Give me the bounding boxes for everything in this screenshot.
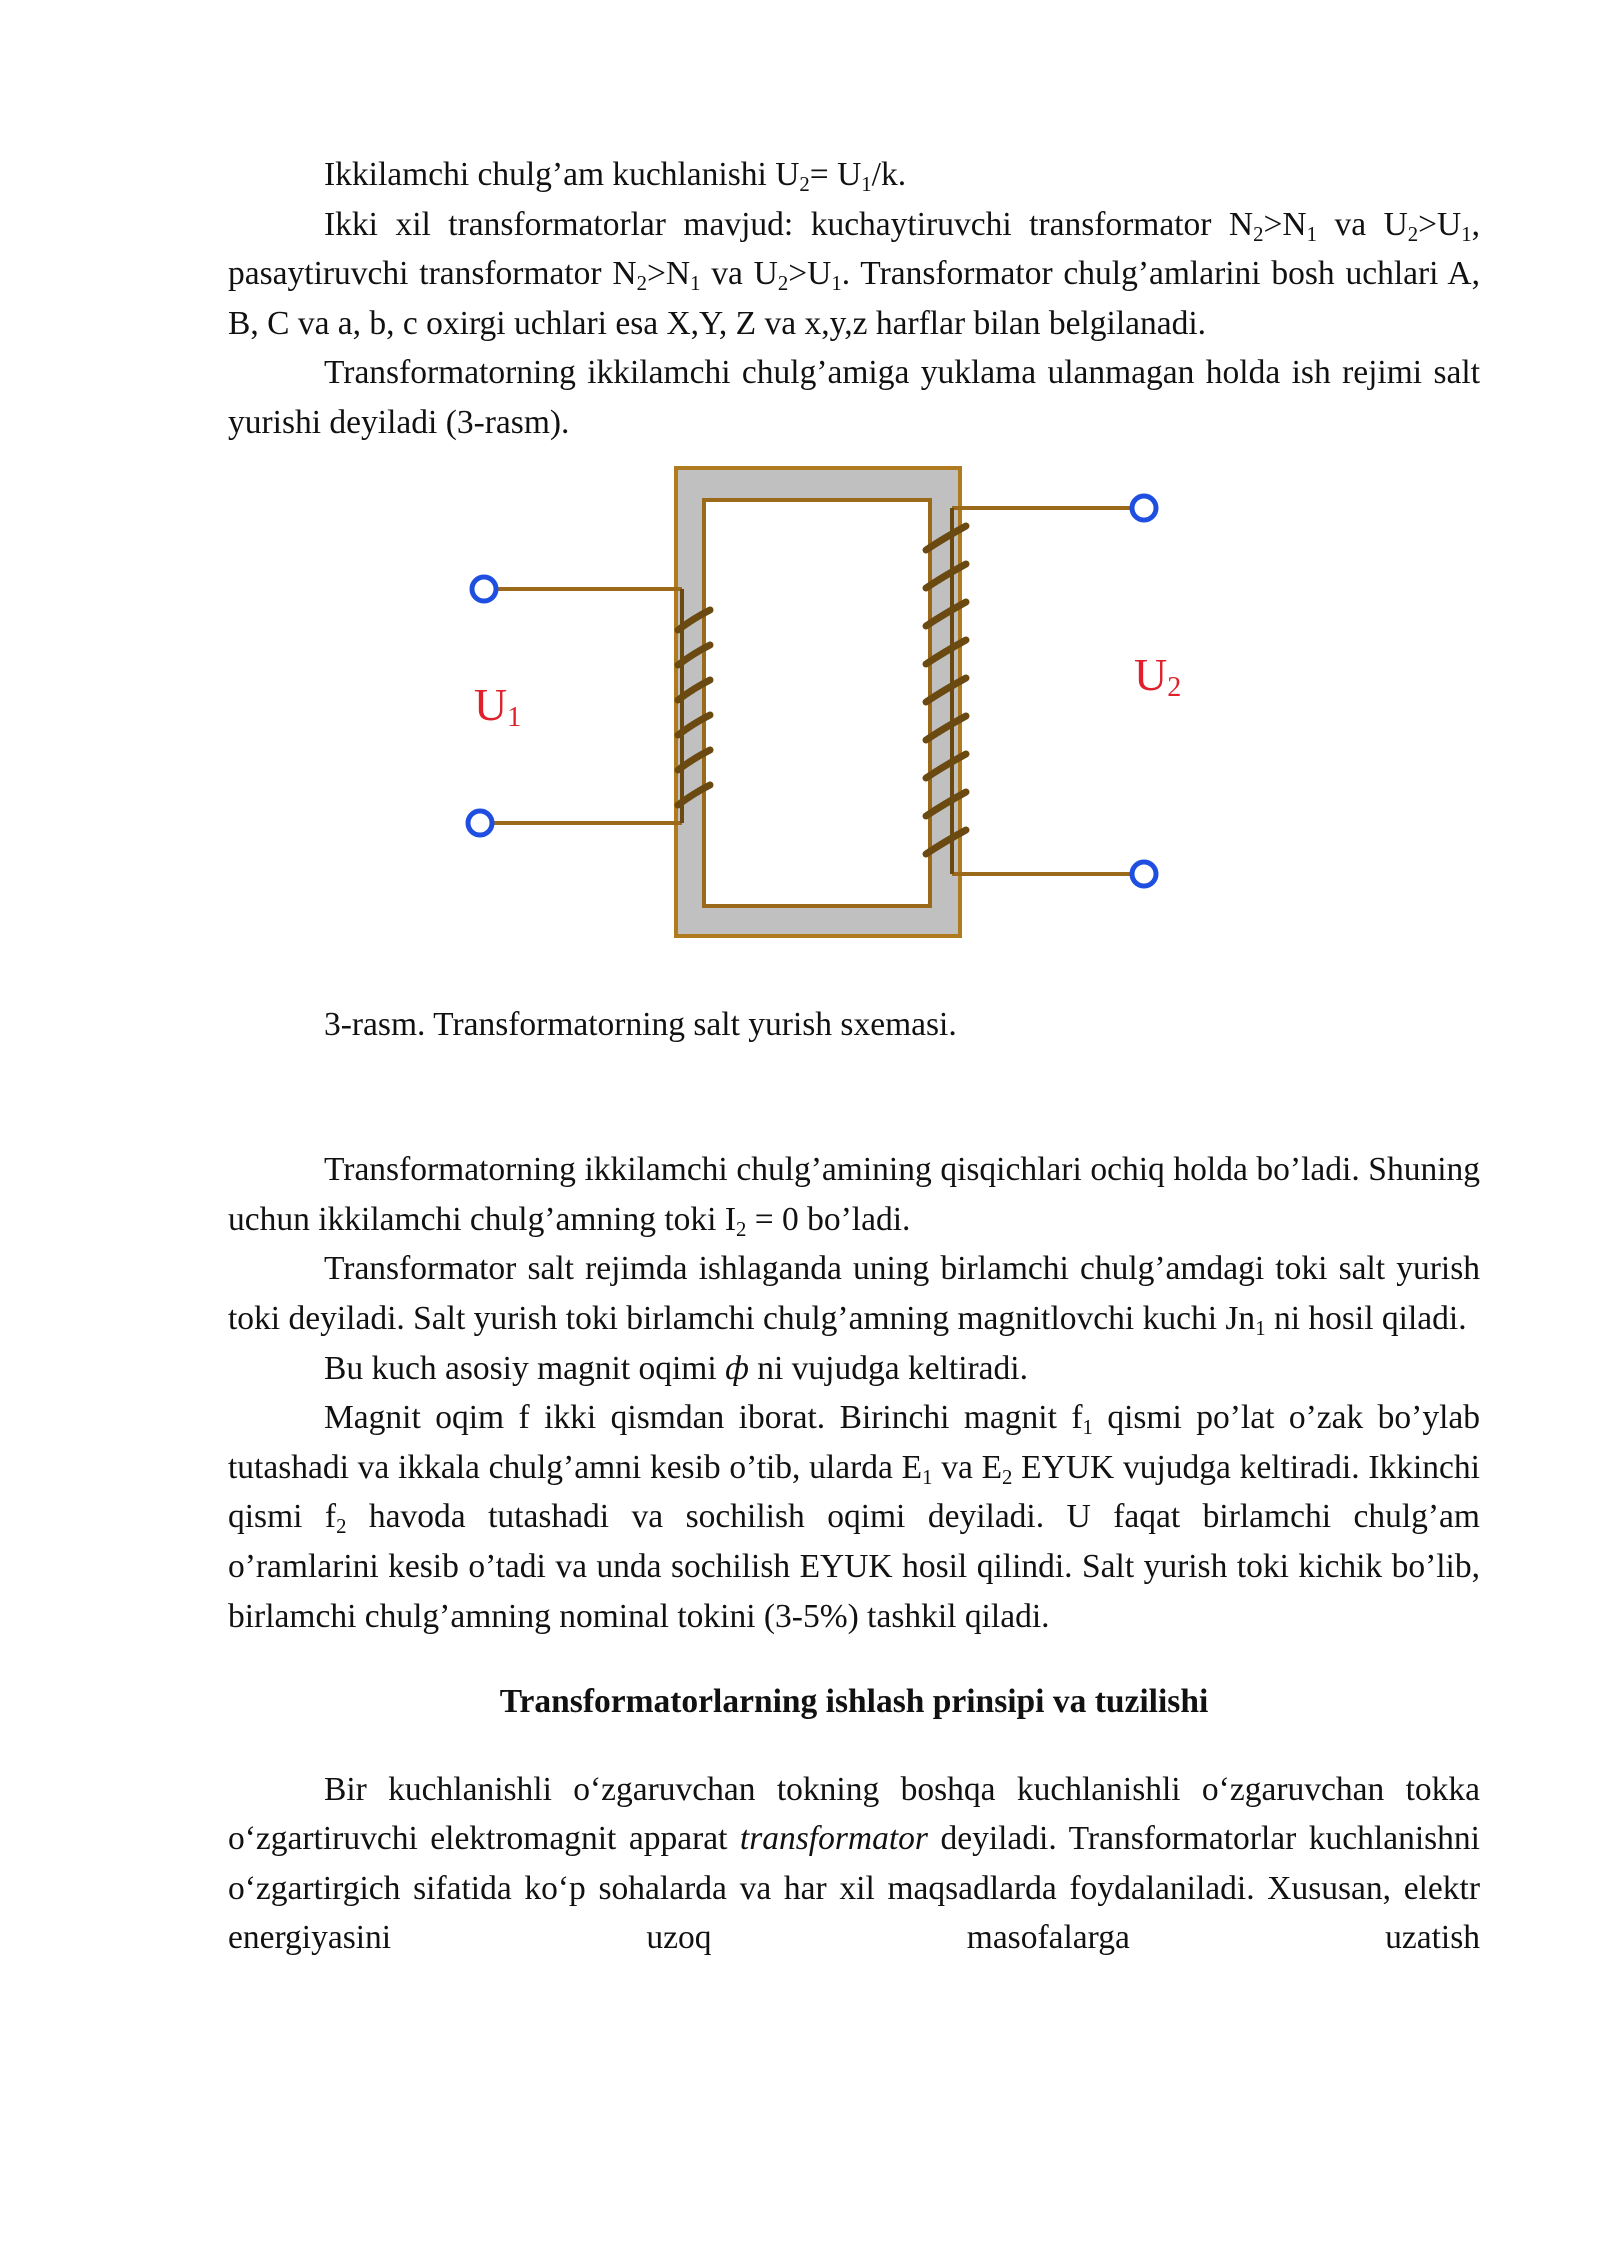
u2-label: U2 xyxy=(1134,648,1182,703)
secondary-terminal-top xyxy=(1132,496,1156,520)
paragraph-8: Bir kuchlanishli o‘zgaruvchan tokning boshqa kuchlanishli o‘zgaruvchan tokka o‘zgartiruvchi elektromagnit apparat transformator deyiladi. Transformatorlar kuchlanishni o‘zgartirgich sifatida ko‘p sohalarda va har xil maqsadlarda foydalaniladi. Xususan, elektr energiyasini uzoq masofalarga uzatish xyxy=(228,1770,1480,1957)
section-heading: Transformatorlarning ishlash prinsipi va tuzilishi xyxy=(499,1683,1209,1721)
phi-symbol: ф xyxy=(725,1349,749,1387)
paragraph-7: Magnit oqim f ikki qismdan iborat. Birinchi magnit $f_1$ qismi po’lat o’zak bo’ylab tutashadi va ikkala chulg’amni kesib o’tib, ularda $E_1$ va $E_2$ EYUK vujudga keltiradi. Ikkinchi qismi $f_2$ havoda tutashadi va sochilish oqimi deyiladi. U faqat birlamchi chulg’am o’ramlarini kesib o’tadi va unda sochilish EYUK hosil qilindi. Salt yurish toki kichik bo’lib, birlamchi chulg’amning nominal tokini (3-5%) tashkil qiladi. xyxy=(228,1399,1480,1635)
paragraph-5: Transformator salt rejimda ishlaganda uning birlamchi chulg’amdagi toki salt yurish toki deyiladi. Salt yurish toki birlamchi chulg’amning magnitlovchi kuchi $Jn_1$ ni hosil qiladi. xyxy=(228,1250,1480,1340)
primary-terminal-top xyxy=(472,577,496,601)
secondary-terminal-bottom xyxy=(1132,862,1156,886)
u1-label: U1 xyxy=(474,678,522,733)
primary-terminal-bottom xyxy=(468,811,492,835)
paragraph-2: Ikki xil transformatorlar mavjud: kuchaytiruvchi transformator $N_2>N_1$ va $U_2>U_1$, pasaytiruvchi transformator $N_2>N_1$ va $U_2>U_1$. Transformator chulg’amlarini bosh uchlari A, B, C va a, b, c oxirgi uchlari esa X,Y, Z va x,y,z harflar bilan belgilanadi. xyxy=(228,205,1481,342)
spacer xyxy=(228,1049,1480,1145)
paragraph-4: Transformatorning ikkilamchi chulg’amining qisqichlari ochiq holda bo’ladi. Shuning uchun ikkilamchi chulg’amning toki $I_2 = 0$ bo’ladi. xyxy=(228,1151,1480,1241)
italic-term: transformator xyxy=(739,1820,928,1858)
document-page xyxy=(228,150,1480,1963)
core-inner-window xyxy=(704,500,930,906)
transformer-diagram xyxy=(338,460,1182,960)
paragraph-1: Ikkilamchi chulg’am kuchlanishi $U_2= U_1/k$. xyxy=(324,156,907,196)
transformer-figure xyxy=(228,460,1480,1000)
figure-caption: 3-rasm. Transformatorning salt yurish sxemasi. xyxy=(324,1005,957,1043)
paragraph-6: Bu kuch asosiy magnit oqimi ф ni vujudga keltiradi. xyxy=(324,1349,1028,1387)
paragraph-3: Transformatorning ikkilamchi chulg’amiga yuklama ulanmagan holda ish rejimi salt yurishi deyiladi (3-rasm). xyxy=(228,354,1480,441)
